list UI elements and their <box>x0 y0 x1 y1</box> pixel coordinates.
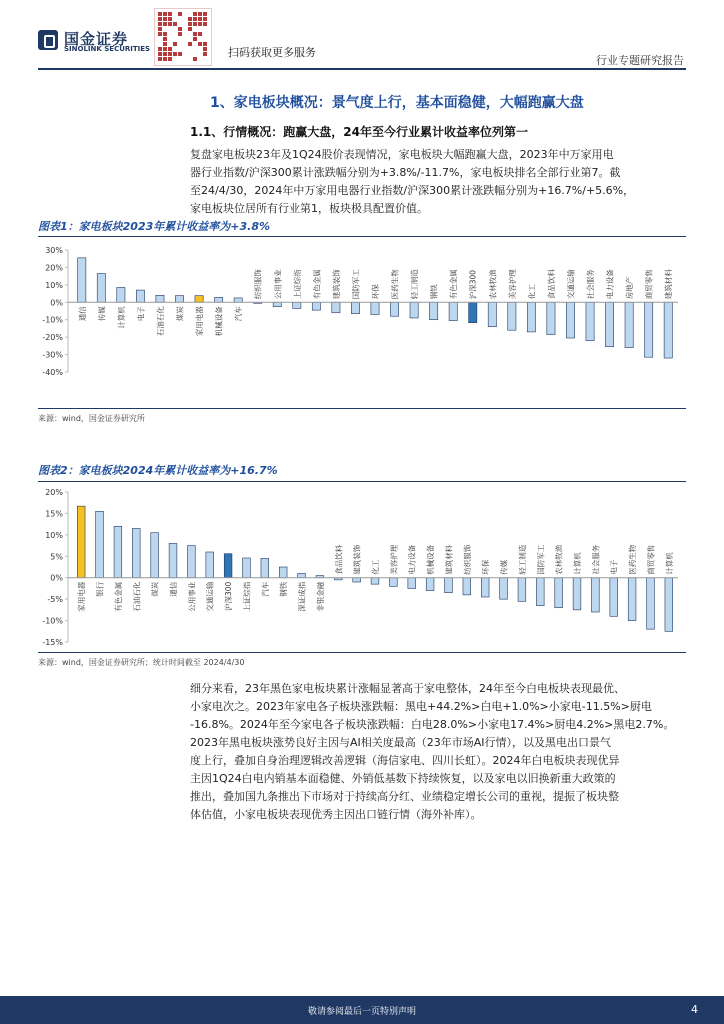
paragraph-line: 家电板块位居所有行业第1，板块极具配置价值。 <box>190 202 428 215</box>
qr-module <box>188 22 192 26</box>
category-label: 纺织服饰 <box>462 544 472 575</box>
qr-module <box>158 12 162 16</box>
category-label: 煤炭 <box>150 581 160 597</box>
category-label: 化工 <box>527 284 537 300</box>
category-label: 国防军工 <box>536 544 546 575</box>
bar <box>469 302 477 322</box>
bar <box>298 573 306 577</box>
bar <box>555 578 563 608</box>
bar <box>151 533 159 578</box>
bar <box>605 302 613 346</box>
qr-module <box>158 57 162 61</box>
qr-module <box>203 42 207 46</box>
logo-text: 国金证券 <box>64 30 129 48</box>
y-tick-label: -40% <box>42 368 63 377</box>
category-label: 美容护理 <box>507 269 517 300</box>
bar <box>426 578 434 591</box>
category-label: 沪深300 <box>224 581 234 612</box>
figure1-chart <box>38 240 686 408</box>
qr-module <box>198 12 202 16</box>
bar <box>136 290 144 302</box>
bar <box>371 578 379 584</box>
bar <box>547 302 555 334</box>
bar <box>390 302 398 316</box>
detail-paragraph <box>190 680 686 824</box>
qr-module <box>163 47 167 51</box>
paragraph-line: 小家电次之。2023年家电各子板块涨跌幅：黑电+44.2%>白电+1.0%>小家电-11.5%>厨电 <box>190 700 652 713</box>
qr-module <box>158 17 162 21</box>
qr-module <box>178 32 182 36</box>
category-label: 机械设备 <box>426 544 436 575</box>
qr-module <box>168 52 172 56</box>
y-tick-label: 10% <box>45 280 63 290</box>
figure2-chart <box>38 484 686 650</box>
category-label: 医药生物 <box>390 269 400 300</box>
category-label: 沪深300 <box>468 269 478 300</box>
qr-module <box>158 22 162 26</box>
qr-module <box>163 17 167 21</box>
y-tick-label: 0% <box>50 298 63 308</box>
qr-module <box>193 12 197 16</box>
qr-module <box>193 32 197 36</box>
bar <box>488 302 496 326</box>
category-label: 煤炭 <box>175 306 185 322</box>
bar <box>508 302 516 330</box>
bar <box>463 578 471 595</box>
y-tick-label: -5% <box>47 595 63 605</box>
section-title: 1、家电板块概况：景气度上行，基本面稳健，大幅跑赢大盘 <box>210 95 584 111</box>
bar <box>293 302 301 308</box>
bar <box>481 578 489 597</box>
bar <box>195 296 203 303</box>
figure2-source: 来源：wind，国金证券研究所；统计时间截至 2024/4/30 <box>38 658 245 667</box>
category-label: 公用事业 <box>187 581 197 612</box>
qr-module <box>168 47 172 51</box>
qr-module <box>203 22 207 26</box>
category-label: 计算机 <box>116 306 126 329</box>
bar <box>243 558 251 578</box>
qr-module <box>193 57 197 61</box>
category-label: 轻工制造 <box>410 269 420 300</box>
category-label: 交通运输 <box>205 581 215 612</box>
category-label: 化工 <box>371 559 380 575</box>
category-label: 环保 <box>371 284 380 300</box>
paragraph-line: 主因1Q24白电内销基本面稳健、外销低基数下持续恢复，以及家电以旧换新重大政策的 <box>190 772 616 785</box>
category-label: 建筑装饰 <box>331 269 341 300</box>
paragraph-line: 复盘家电板块23年及1Q24股价表现情况，家电板块大幅跑赢大盘，2023年中万家用电 <box>190 148 614 161</box>
bar <box>536 578 544 606</box>
bar <box>224 554 232 578</box>
qr-module <box>203 47 207 51</box>
qr-module <box>178 52 182 56</box>
bar <box>408 578 416 589</box>
bar <box>390 578 398 587</box>
qr-module <box>168 57 172 61</box>
qr-module <box>163 42 167 46</box>
y-tick-label: 10% <box>45 530 63 540</box>
y-tick-label: 20% <box>45 263 63 273</box>
bar <box>261 558 269 577</box>
bar <box>449 302 457 320</box>
category-label: 上证综指 <box>292 269 302 300</box>
category-label: 传媒 <box>97 306 107 322</box>
category-label: 有色金属 <box>449 269 459 300</box>
category-label: 家用电器 <box>195 306 205 337</box>
paragraph-line: 度上行，叠加自身治理逻辑改善逻辑（海信家电、四川长虹）。2024年白电板块表现优异 <box>190 754 620 767</box>
category-label: 电力设备 <box>407 544 417 575</box>
category-label: 计算机 <box>573 552 582 575</box>
category-label: 食品饮料 <box>334 544 344 575</box>
paragraph-line: 2023年黑电板块涨势良好主因与AI相关度最高（23年市场AI行情），以及黑电出口景气 <box>190 736 612 749</box>
category-label: 电子 <box>609 559 619 575</box>
qr-module <box>173 42 177 46</box>
category-label: 银行 <box>95 581 105 597</box>
category-label: 纺织服饰 <box>253 269 263 300</box>
bar <box>273 302 281 306</box>
paragraph-line: 推出，叠加国九条推出下市场对于持续高分红、业绩稳定增长公司的重视，提振了板块整 <box>190 790 619 803</box>
qr-label: 扫码获取更多服务 <box>228 46 316 59</box>
y-tick-label: -15% <box>42 638 63 647</box>
category-label: 机械设备 <box>214 306 224 337</box>
bar <box>518 578 526 602</box>
qr-module <box>163 12 167 16</box>
qr-module <box>198 32 202 36</box>
y-tick-label: -10% <box>42 315 63 325</box>
y-tick-label: -10% <box>42 616 63 626</box>
category-label: 国防军工 <box>351 269 361 300</box>
qr-module <box>168 17 172 21</box>
figure1-source: 来源：wind，国金证券研究所 <box>38 414 145 423</box>
bar <box>96 511 104 577</box>
bar <box>664 302 672 358</box>
category-label: 建筑装饰 <box>352 544 362 575</box>
bar <box>97 274 105 303</box>
category-label: 通信 <box>169 581 178 597</box>
bar <box>188 546 196 578</box>
y-tick-label: -30% <box>42 350 63 360</box>
subsection-title: 1.1、行情概况：跑赢大盘，24年至今行业累计收益率位列第一 <box>190 125 528 139</box>
qr-module <box>188 42 192 46</box>
qr-module <box>163 57 167 61</box>
category-label: 美容护理 <box>389 544 399 575</box>
bar <box>77 506 85 578</box>
bar <box>206 552 214 578</box>
category-label: 传媒 <box>499 559 509 575</box>
category-label: 石油石化 <box>132 581 142 612</box>
qr-module <box>203 52 207 56</box>
category-label: 电力设备 <box>605 269 615 300</box>
category-label: 钢铁 <box>279 581 289 597</box>
qr-module <box>163 37 167 41</box>
qr-module <box>193 37 197 41</box>
bar <box>78 258 86 302</box>
category-label: 社会服务 <box>586 269 596 300</box>
bar <box>610 578 618 617</box>
figure1-divider <box>38 236 686 237</box>
category-label: 通信 <box>77 306 87 322</box>
category-label: 农林牧渔 <box>488 269 498 300</box>
figure1-title: 图表1：家电板块2023年累计收益率为+3.8% <box>38 220 270 233</box>
category-label: 农林牧渔 <box>554 544 564 575</box>
qr-module <box>178 12 182 16</box>
category-label: 石油石化 <box>155 306 165 337</box>
qr-module <box>173 22 177 26</box>
bar <box>169 543 177 577</box>
y-tick-label: 20% <box>45 488 63 497</box>
category-label: 建筑材料 <box>444 544 454 575</box>
category-label: 上证综指 <box>242 581 252 612</box>
category-label: 钢铁 <box>429 284 439 300</box>
qr-module <box>198 42 202 46</box>
bar <box>430 302 438 319</box>
bar <box>500 578 508 599</box>
category-label: 轻工制造 <box>517 544 527 575</box>
qr-module <box>198 22 202 26</box>
qr-module <box>168 12 172 16</box>
bar <box>625 302 633 347</box>
qr-module <box>163 52 167 56</box>
y-tick-label: 30% <box>45 246 63 255</box>
qr-module <box>203 12 207 16</box>
y-tick-label: 0% <box>50 573 63 583</box>
category-label: 食品饮料 <box>546 269 556 300</box>
category-label: 公用事业 <box>273 269 283 300</box>
category-label: 汽车 <box>260 581 270 597</box>
bar <box>410 302 418 318</box>
category-label: 汽车 <box>234 306 244 322</box>
paragraph-line: 器行业指数/沪深300累计涨跌幅分别为+3.8%/-11.7%，家电板块排名全部行业第7。截 <box>190 166 621 179</box>
qr-module <box>158 52 162 56</box>
bar <box>215 297 223 302</box>
category-label: 社会服务 <box>591 544 601 575</box>
bar <box>573 578 581 610</box>
paragraph-line: 细分来看，23年黑色家电板块累计涨幅显著高于家电整体，24年至今白电板块表现最优、 <box>190 682 625 695</box>
bar <box>353 578 361 582</box>
qr-module <box>168 22 172 26</box>
bar <box>351 302 359 313</box>
category-label: 电子 <box>136 306 146 322</box>
category-label: 房地产 <box>625 276 635 300</box>
bar <box>175 296 183 303</box>
bar <box>665 578 673 632</box>
paragraph-line: 体估值，小家电板块表现优秀主因出口链行情（海外补库）。 <box>190 808 482 821</box>
qr-module <box>178 27 182 31</box>
figure1-bottom-divider <box>38 408 686 409</box>
bar <box>279 567 287 578</box>
qr-module <box>173 52 177 56</box>
category-label: 有色金属 <box>312 269 322 300</box>
paragraph-line: -16.8%。2024年至今家电各子板块涨跌幅：白电28.0%>小家电17.4%>厨电4.2%>黑电2.7%。 <box>190 718 675 731</box>
bar <box>592 578 600 612</box>
qr-module <box>188 17 192 21</box>
qr-module <box>163 22 167 26</box>
y-tick-label: 5% <box>50 552 63 562</box>
qr-module <box>163 32 167 36</box>
y-tick-label: -20% <box>42 333 63 343</box>
bar <box>114 526 122 577</box>
footer-disclaimer[interactable]: 敬请参阅最后一页特别声明 <box>307 1007 416 1017</box>
figure2-title: 图表2：家电板块2024年累计收益率为+16.7% <box>38 464 278 477</box>
figure2-bottom-divider <box>38 652 686 653</box>
qr-module <box>188 27 192 31</box>
bar <box>566 302 574 338</box>
figure2-divider <box>38 481 686 482</box>
logo-subtext: SINOLINK SECURITIES <box>64 45 151 53</box>
qr-module <box>198 17 202 21</box>
category-label: 环保 <box>481 559 491 575</box>
qr-module <box>193 22 197 26</box>
bar <box>312 302 320 310</box>
category-label: 商贸零售 <box>646 544 656 575</box>
qr-module <box>193 17 197 21</box>
bar <box>132 528 140 577</box>
document-type: 行业专题研究报告 <box>596 54 684 67</box>
qr-module <box>158 47 162 51</box>
bar <box>117 287 125 302</box>
bar <box>586 302 594 340</box>
bar <box>234 298 242 302</box>
category-label: 建筑材料 <box>664 269 674 300</box>
bar <box>645 302 653 357</box>
category-label: 交通运输 <box>566 269 576 300</box>
bar <box>371 302 379 314</box>
bar <box>445 578 453 593</box>
category-label: 深证成指 <box>297 581 307 612</box>
category-label: 医药生物 <box>628 544 638 575</box>
qr-module <box>158 27 162 31</box>
qr-code-icon[interactable] <box>154 8 212 66</box>
header-divider <box>38 68 686 70</box>
category-label: 非银金融 <box>315 581 325 612</box>
bar <box>156 295 164 302</box>
bar <box>527 302 535 332</box>
qr-module <box>158 32 162 36</box>
y-tick-label: 15% <box>45 509 63 519</box>
logo-icon <box>38 30 58 50</box>
category-label: 计算机 <box>664 552 674 575</box>
intro-paragraph <box>190 146 686 218</box>
category-label: 家用电器 <box>77 581 87 612</box>
page-number: 4 <box>691 1003 698 1016</box>
paragraph-line: 至24/4/30，2024年中万家用电器行业指数/沪深300累计涨跌幅分别为+16.7%/+5.6%， <box>190 184 635 197</box>
bar <box>647 578 655 629</box>
category-label: 商贸零售 <box>644 269 654 300</box>
qr-module <box>203 17 207 21</box>
category-label: 有色金属 <box>113 581 123 612</box>
bar <box>628 578 636 621</box>
bar <box>332 302 340 312</box>
